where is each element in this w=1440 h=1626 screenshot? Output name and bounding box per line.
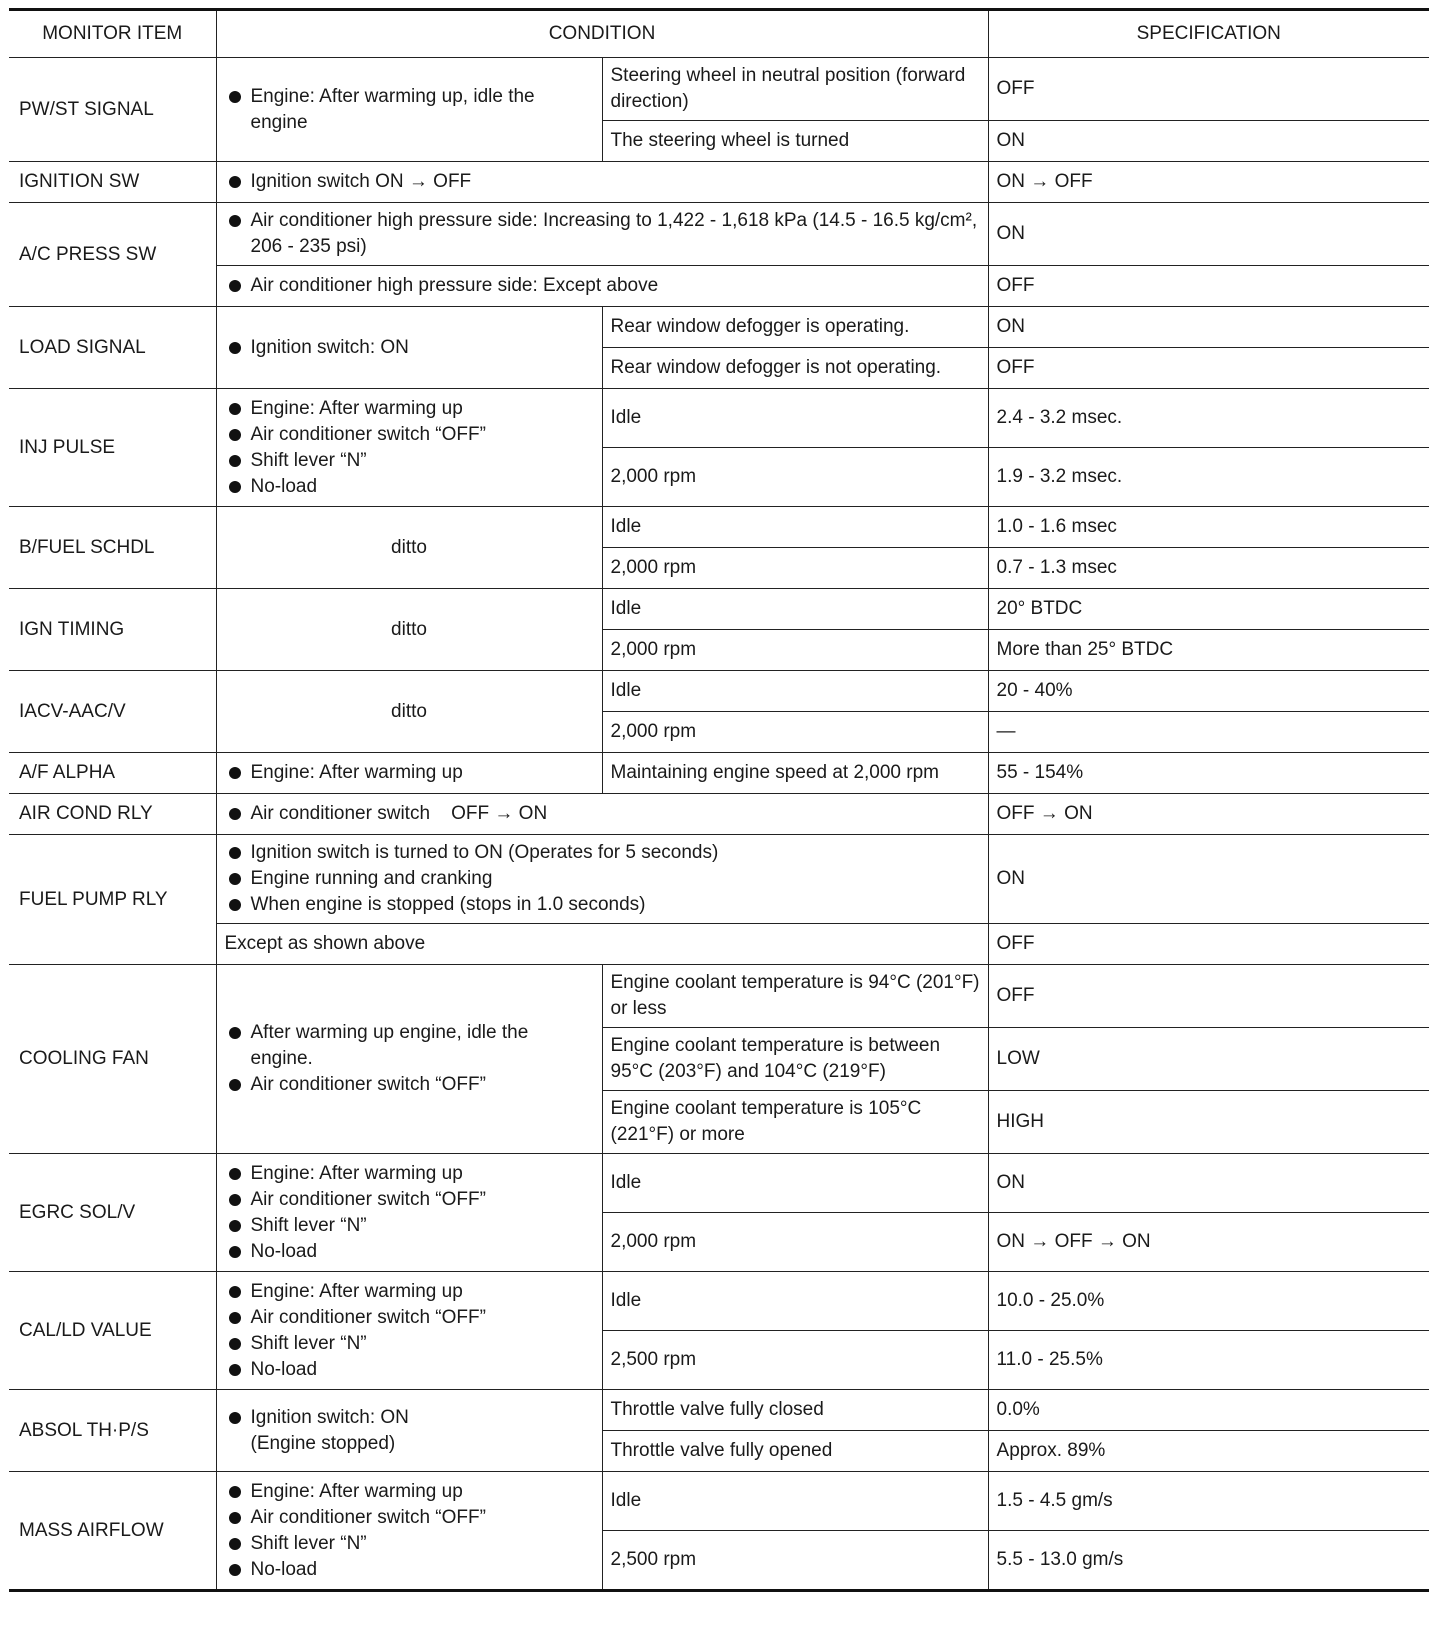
sub-condition: Idle [602,1472,988,1531]
specification: 20° BTDC [988,589,1429,630]
condition-cell [216,753,602,794]
condition-bullet: Engine: After warming up [225,1279,594,1305]
sub-condition: 2,000 rpm [602,630,988,671]
sub-condition: Idle [602,507,988,548]
sub-condition: 2,000 rpm [602,1213,988,1272]
condition-bullet: After warming up engine, idle the engine. [225,1020,594,1072]
sub-condition: Idle [602,1154,988,1213]
specification: 0.0% [988,1390,1429,1431]
monitor-item: IGN TIMING [9,589,216,671]
table-row [9,1272,1429,1331]
sub-condition: Maintaining engine speed at 2,000 rpm [602,753,988,794]
specification: OFF → ON [988,794,1429,835]
sub-condition: 2,500 rpm [602,1331,988,1390]
table-row [9,671,1429,712]
condition-bullet: Engine: After warming up, idle the engine [225,84,594,136]
specification: ON → OFF [988,162,1429,203]
table-row [9,835,1429,924]
specification: 20 - 40% [988,671,1429,712]
specification: OFF [988,266,1429,307]
table-row [9,794,1429,835]
table-row [9,1472,1429,1531]
monitor-item: A/C PRESS SW [9,203,216,307]
monitor-item: PW/ST SIGNAL [9,58,216,162]
condition-bullet: Air conditioner switch OFF → ON [225,801,980,827]
table-row [9,507,1429,548]
specification: 55 - 154% [988,753,1429,794]
specification: More than 25° BTDC [988,630,1429,671]
monitor-item: IACV-AAC/V [9,671,216,753]
condition-cell [216,1472,602,1591]
condition-bullet: Ignition switch ON → OFF [225,169,980,195]
condition-bullet: Air conditioner switch “OFF” [225,1505,594,1531]
sub-condition: Idle [602,589,988,630]
condition-cell [216,266,988,307]
condition-bullet: Shift lever “N” [225,1531,594,1557]
specification: HIGH [988,1091,1429,1154]
condition-bullet: Air conditioner switch “OFF” [225,1187,594,1213]
specification: Approx. 89% [988,1431,1429,1472]
sub-condition: 2,500 rpm [602,1531,988,1591]
specification: OFF [988,924,1429,965]
specification: 0.7 - 1.3 msec [988,548,1429,589]
condition-cell [216,794,988,835]
condition-bullet: Air conditioner switch “OFF” [225,1072,594,1098]
header-condition: CONDITION [216,10,988,58]
condition-cell [216,1154,602,1272]
monitor-item: FUEL PUMP RLY [9,835,216,965]
condition-bullet: Shift lever “N” [225,1331,594,1357]
condition-cell: Except as shown above [216,924,988,965]
table-row [9,203,1429,266]
header-specification: SPECIFICATION [988,10,1429,58]
table-row [9,1154,1429,1213]
sub-condition: Engine coolant temperature is between 95°C (203°F) and 104°C (219°F) [602,1028,988,1091]
condition-ditto: ditto [216,671,602,753]
specification: ON [988,203,1429,266]
sub-condition: 2,000 rpm [602,548,988,589]
table-row [9,266,1429,307]
condition-cell [216,1390,602,1472]
table-row [9,389,1429,448]
specification: LOW [988,1028,1429,1091]
table-row [9,753,1429,794]
specification: 1.9 - 3.2 msec. [988,448,1429,507]
monitor-item: LOAD SIGNAL [9,307,216,389]
monitor-item: IGNITION SW [9,162,216,203]
specification: ON [988,835,1429,924]
condition-bullet: No-load [225,1557,594,1583]
condition-bullet: Ignition switch: ON [225,335,594,361]
specification: 1.0 - 1.6 msec [988,507,1429,548]
specification: OFF [988,58,1429,121]
table-row [9,589,1429,630]
condition-cell [216,203,988,266]
condition-bullet: Engine: After warming up [225,1479,594,1505]
condition-bullet: Shift lever “N” [225,1213,594,1239]
sub-condition: Engine coolant temperature is 105°C (221°F) or more [602,1091,988,1154]
monitor-spec-table-sheet [9,8,1429,1592]
condition-bullet: Air conditioner switch “OFF” [225,1305,594,1331]
condition-cell [216,965,602,1154]
monitor-item: INJ PULSE [9,389,216,507]
condition-cell [216,307,602,389]
condition-bullet: Engine: After warming up [225,396,594,422]
sub-condition: Rear window defogger is not operating. [602,348,988,389]
condition-bullet: Shift lever “N” [225,448,594,474]
condition-bullet: Engine running and cranking [225,866,980,892]
condition-bullet: Engine: After warming up [225,1161,594,1187]
table-row [9,924,1429,965]
specification: ON [988,307,1429,348]
specification: — [988,712,1429,753]
condition-bullet: Air conditioner switch “OFF” [225,422,594,448]
sub-condition: Steering wheel in neutral position (forward direction) [602,58,988,121]
condition-cell [216,162,988,203]
monitor-item: B/FUEL SCHDL [9,507,216,589]
condition-cell [216,58,602,162]
table-row [9,1390,1429,1431]
condition-cell [216,835,988,924]
condition-ditto: ditto [216,507,602,589]
condition-bullet: Air conditioner high pressure side: Increasing to 1,422 - 1,618 kPa (14.5 - 16.5 kg/cm², 206 - 235 psi) [225,208,980,260]
condition-cell [216,1272,602,1390]
specification: ON [988,1154,1429,1213]
header-row [9,10,1429,58]
specification: 5.5 - 13.0 gm/s [988,1531,1429,1591]
condition-text: Ignition switch: ON [250,1406,409,1428]
condition-bullet: Engine: After warming up [225,760,594,786]
condition-bullet: No-load [225,474,594,500]
sub-condition: Idle [602,671,988,712]
sub-condition: Throttle valve fully closed [602,1390,988,1431]
sub-condition: Engine coolant temperature is 94°C (201°F) or less [602,965,988,1028]
monitor-item: A/F ALPHA [9,753,216,794]
table-row [9,58,1429,121]
specification: 11.0 - 25.5% [988,1331,1429,1390]
condition-bullet: When engine is stopped (stops in 1.0 seconds) [225,892,980,918]
monitor-item: AIR COND RLY [9,794,216,835]
condition-bullet [225,1405,594,1457]
condition-bullet: No-load [225,1239,594,1265]
monitor-item: EGRC SOL/V [9,1154,216,1272]
monitor-item: COOLING FAN [9,965,216,1154]
specification: 10.0 - 25.0% [988,1272,1429,1331]
specification: ON [988,121,1429,162]
monitor-item: CAL/LD VALUE [9,1272,216,1390]
specification: 1.5 - 4.5 gm/s [988,1472,1429,1531]
sub-condition: Rear window defogger is operating. [602,307,988,348]
monitor-spec-table [9,8,1429,1592]
sub-condition: 2,000 rpm [602,712,988,753]
condition-note: (Engine stopped) [250,1432,396,1454]
condition-bullet: No-load [225,1357,594,1383]
sub-condition: The steering wheel is turned [602,121,988,162]
monitor-item: ABSOL TH·P/S [9,1390,216,1472]
table-row [9,307,1429,348]
sub-condition: Throttle valve fully opened [602,1431,988,1472]
table-row [9,162,1429,203]
table-row [9,965,1429,1028]
condition-cell [216,389,602,507]
condition-bullet: Air conditioner high pressure side: Except above [225,273,980,299]
header-monitor-item: MONITOR ITEM [9,10,216,58]
sub-condition: Idle [602,1272,988,1331]
sub-condition: 2,000 rpm [602,448,988,507]
specification: ON → OFF → ON [988,1213,1429,1272]
specification: OFF [988,965,1429,1028]
condition-bullet: Ignition switch is turned to ON (Operates for 5 seconds) [225,840,980,866]
sub-condition: Idle [602,389,988,448]
condition-ditto: ditto [216,589,602,671]
specification: 2.4 - 3.2 msec. [988,389,1429,448]
specification: OFF [988,348,1429,389]
monitor-item: MASS AIRFLOW [9,1472,216,1591]
